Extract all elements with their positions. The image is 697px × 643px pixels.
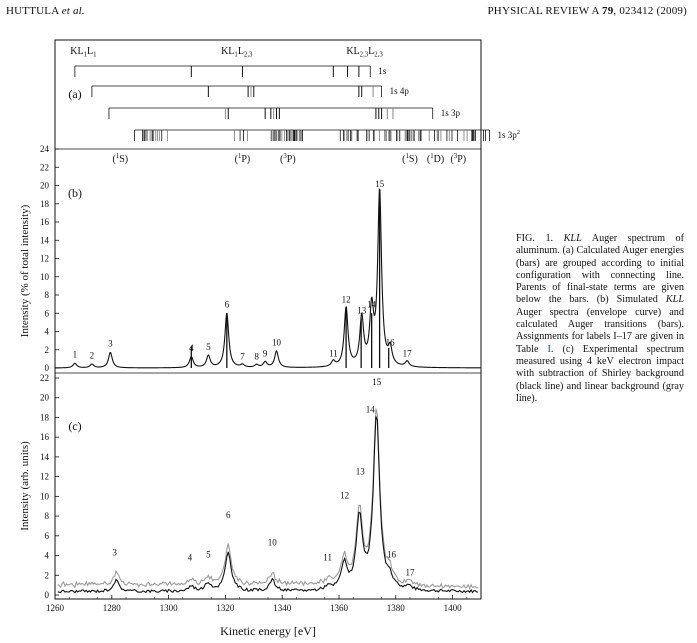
peak-label: 16 [385, 337, 395, 348]
peak-label: 16 [387, 549, 397, 560]
y-tick-label-b: 8 [44, 290, 49, 300]
spectrum-shirley-background [58, 416, 478, 592]
header-article: , 023412 (2009) [613, 5, 687, 17]
y-tick-label-c: 22 [40, 373, 49, 383]
caption-text-3: . (c) Experimental spectrum measured using 4 keV electron impact with subtraction of Shirley background (black line) and linear background (gray line). [516, 343, 685, 404]
x-tick-label: 1400 [443, 603, 462, 613]
y-tick-label-b: 14 [40, 235, 49, 246]
x-tick-label: 1340 [273, 603, 292, 613]
peak-label: 7 [240, 351, 245, 362]
parent-term-6: ($^3$P) [450, 153, 467, 165]
y-tick-label-c: 8 [44, 511, 49, 522]
peak-label: 14 [367, 299, 377, 310]
caption-kll: KLL [563, 233, 582, 244]
peak-label: 11 [323, 552, 332, 563]
config-label-1: 1s [378, 66, 387, 76]
y-tick-label-c: 6 [44, 530, 49, 541]
group-label-3: $KL_{2,3}L_{2,3}$ [346, 46, 383, 59]
y-tick-label-b: 22 [40, 162, 49, 173]
peak-label: 13 [355, 466, 365, 477]
header-volume: 79 [602, 5, 614, 17]
peak-label: 6 [225, 510, 231, 521]
y-tick-label-c: 12 [40, 471, 49, 482]
caption-table-link[interactable]: I [547, 343, 551, 355]
y-tick-label-b: 4 [44, 326, 49, 337]
y-tick-label-c: 14 [40, 451, 49, 462]
y-tick-label-c: 4 [44, 550, 49, 561]
peak-label: 17 [402, 348, 412, 359]
header-etal: et al. [61, 5, 85, 17]
y-tick-label-b: 12 [40, 253, 49, 264]
peak-label: 3 [108, 338, 113, 349]
config-label-4: 1s $3p^2$ [497, 129, 521, 140]
y-tick-label-c: 20 [40, 392, 49, 403]
peak-label: 3 [112, 547, 117, 558]
peak-label: 13 [357, 305, 367, 316]
peak-label: 15 [372, 376, 382, 387]
y-axis-label-b: Intensity (% of total intensity) [19, 204, 31, 338]
y-tick-label-b: 24 [40, 144, 49, 154]
peak-label: 14 [365, 404, 375, 415]
peak-label: 15 [375, 178, 385, 189]
x-tick-label: 1380 [386, 603, 405, 613]
y-tick-label-c: 16 [40, 432, 49, 443]
caption-text-2: Auger spectra (envelope curve) and calculated Auger transitions (bars). Assignments for labels I–17 are given in Table [516, 306, 684, 355]
header-journal: PHYSICAL REVIEW A [487, 5, 600, 17]
x-tick-label: 1320 [216, 603, 235, 613]
x-tick-label: 1280 [102, 603, 121, 613]
peak-label: 12 [340, 490, 350, 501]
x-tick-label: 1260 [46, 603, 64, 613]
y-tick-label-b: 2 [44, 344, 49, 355]
config-label-2: 1s 4p [389, 86, 409, 96]
parent-term-2: ($^1$P) [234, 153, 251, 165]
y-tick-label-b: 20 [40, 180, 49, 191]
panel-c-label: (c) [68, 419, 82, 433]
header-author: HUTTULA [6, 5, 59, 17]
peak-label: 4 [189, 343, 194, 354]
y-tick-label-b: 6 [44, 308, 49, 319]
peak-label: 12 [341, 294, 351, 305]
x-tick-label: 1300 [159, 603, 178, 613]
y-tick-label-c: 2 [44, 570, 49, 581]
y-tick-label-b: 18 [40, 198, 49, 209]
y-tick-label-c: 10 [40, 491, 49, 502]
caption-text-1: Auger spectrum of aluminum. (a) Calculated Auger energies (bars) are grouped according to initial configuration with connecting line. Parents of final-state terms are given below the bars. (b) Simulated [516, 233, 684, 306]
panel-b-label: (b) [68, 186, 82, 200]
panel-c-experimental-spectrum [19, 373, 478, 600]
peak-label: 10 [272, 337, 282, 348]
group-label-1: $KL_1L_1$ [70, 46, 97, 59]
parent-term-5: ($^1$D) [426, 153, 445, 165]
panel-a [68, 46, 520, 165]
figure-caption [516, 233, 684, 405]
parent-term-4: ($^1$S) [402, 153, 418, 165]
peak-label: 5 [206, 342, 211, 353]
peak-label: 1 [72, 349, 78, 360]
group-label-2: $KL_1L_{2,3}$ [221, 46, 253, 59]
panel-b-simulated-spectrum [19, 144, 480, 373]
y-tick-label-b: 10 [40, 271, 49, 282]
spectrum-linear-background [58, 409, 478, 589]
y-tick-label-b: 16 [40, 217, 49, 227]
peak-label: 6 [224, 299, 230, 310]
panel-a-label: (a) [68, 87, 82, 101]
peak-label: 17 [405, 567, 415, 578]
plot-frame [55, 40, 481, 599]
y-axis-label-c: Intensity (arb. units) [19, 441, 31, 531]
config-label-3: 1s 3p [440, 108, 460, 118]
parent-term-1: ($^1$S) [112, 153, 129, 165]
peak-label: 11 [328, 348, 338, 359]
peak-label: 10 [267, 537, 277, 548]
peak-label: 5 [206, 549, 211, 560]
x-tick-label: 1360 [330, 603, 348, 613]
caption-kll-2: KLL [665, 294, 684, 306]
y-tick-label-c: 0 [44, 590, 49, 600]
peak-label: 9 [262, 348, 268, 359]
envelope-curve [55, 189, 480, 368]
peak-label: 2 [89, 350, 95, 361]
parent-term-3: ($^3$P) [280, 153, 296, 165]
y-tick-label-c: 18 [40, 412, 49, 423]
peak-label: 4 [187, 552, 193, 563]
peak-label: 8 [254, 351, 259, 362]
y-tick-label-b: 0 [44, 363, 49, 373]
caption-fig-number: FIG. 1. [516, 233, 554, 244]
x-axis-label: Kinetic energy [eV] [220, 624, 316, 638]
